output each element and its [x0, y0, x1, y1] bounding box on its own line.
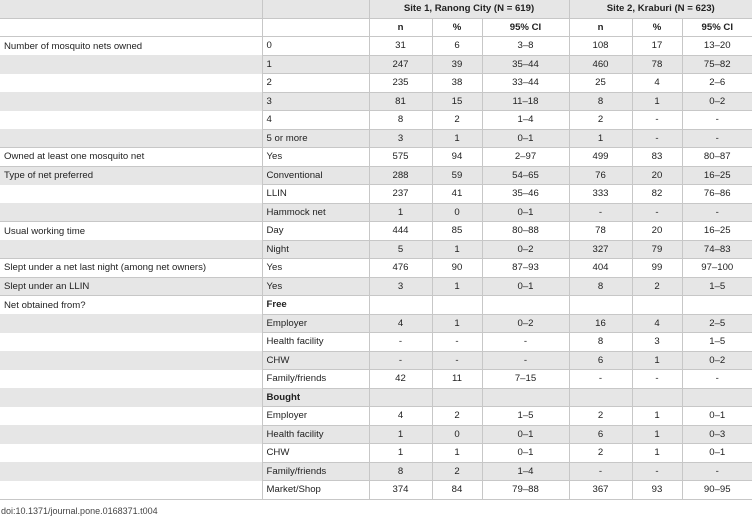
table-cell: 2–97 [482, 148, 569, 167]
table-cell: 74–83 [682, 240, 752, 259]
table-row [0, 259, 752, 278]
table-cell: - [569, 462, 632, 481]
table-cell: 0–3 [682, 425, 752, 444]
col-header-n: n [569, 18, 632, 37]
table-cell: - [682, 111, 752, 130]
table-cell: 0–1 [482, 425, 569, 444]
table-row [0, 407, 752, 426]
table-row [0, 277, 752, 296]
table-cell: 0–1 [482, 129, 569, 148]
table-cell: 15 [432, 92, 482, 111]
table-cell: 6 [569, 425, 632, 444]
table-cell: 35–46 [482, 185, 569, 204]
table-cell: 76–86 [682, 185, 752, 204]
row-category: Day [262, 222, 369, 241]
table-cell: 288 [369, 166, 432, 185]
table-row [0, 314, 752, 333]
table-cell: 1 [432, 129, 482, 148]
table-cell: 1–4 [482, 462, 569, 481]
table-cell: 13–20 [682, 37, 752, 56]
table-cell: - [569, 203, 632, 222]
table-row [0, 444, 752, 463]
row-category: 1 [262, 55, 369, 74]
row-category: Family/friends [262, 462, 369, 481]
row-label [0, 388, 262, 407]
table-cell: - [682, 203, 752, 222]
table-cell: 16 [569, 314, 632, 333]
table-cell: - [369, 333, 432, 352]
table-cell: 99 [632, 259, 682, 278]
table-cell: - [569, 370, 632, 389]
row-category: Free [262, 296, 369, 315]
table-cell: 82 [632, 185, 682, 204]
row-label [0, 240, 262, 259]
row-category: Night [262, 240, 369, 259]
table-row [0, 333, 752, 352]
table-cell: 476 [369, 259, 432, 278]
row-category: 0 [262, 37, 369, 56]
row-label [0, 92, 262, 111]
table-cell: 76 [569, 166, 632, 185]
table-cell: 3 [632, 333, 682, 352]
row-category: Employer [262, 314, 369, 333]
table-cell: 0–1 [482, 444, 569, 463]
table-cell: - [632, 370, 682, 389]
row-category: Family/friends [262, 370, 369, 389]
table-cell: 2 [632, 277, 682, 296]
table-cell: 367 [569, 481, 632, 500]
table-cell [682, 388, 752, 407]
row-label [0, 185, 262, 204]
table-cell: 4 [369, 314, 432, 333]
table-cell: 108 [569, 37, 632, 56]
table-cell: 247 [369, 55, 432, 74]
table-cell: 327 [569, 240, 632, 259]
table-cell: 460 [569, 55, 632, 74]
table-cell: 39 [432, 55, 482, 74]
table-cell: - [682, 462, 752, 481]
table-cell [432, 388, 482, 407]
row-label [0, 351, 262, 370]
table-row [0, 148, 752, 167]
row-label [0, 370, 262, 389]
header-empty [0, 18, 262, 37]
table-cell: 83 [632, 148, 682, 167]
table-cell: 54–65 [482, 166, 569, 185]
table-cell [569, 388, 632, 407]
table-cell: 80–87 [682, 148, 752, 167]
table-cell: 1 [632, 407, 682, 426]
row-label [0, 203, 262, 222]
table-cell: 2 [432, 111, 482, 130]
table-cell: 8 [369, 462, 432, 481]
row-label [0, 111, 262, 130]
table-cell: - [632, 129, 682, 148]
table-cell: 2–6 [682, 74, 752, 93]
row-label: Slept under a net last night (among net owners) [0, 259, 262, 278]
table-cell: - [432, 333, 482, 352]
row-category: Bought [262, 388, 369, 407]
table-cell: - [482, 333, 569, 352]
row-label [0, 444, 262, 463]
table-cell: - [632, 462, 682, 481]
row-category: Health facility [262, 333, 369, 352]
col-header-pct: % [632, 18, 682, 37]
table-cell: 1 [632, 444, 682, 463]
row-category: Health facility [262, 425, 369, 444]
header-empty [262, 18, 369, 37]
table-cell: 3 [369, 129, 432, 148]
row-category: LLIN [262, 185, 369, 204]
table-cell: 87–93 [482, 259, 569, 278]
row-label: Usual working time [4, 225, 86, 237]
row-category: Yes [262, 259, 369, 278]
table-cell: 7–15 [482, 370, 569, 389]
table-cell [682, 296, 752, 315]
table-cell: 237 [369, 185, 432, 204]
table-cell: 0–1 [482, 277, 569, 296]
header-empty [262, 0, 369, 18]
table-cell: 0 [432, 203, 482, 222]
table-cell: 1 [369, 444, 432, 463]
table-cell: 78 [569, 222, 632, 241]
table-cell: 1–5 [682, 277, 752, 296]
table-cell: 1 [432, 314, 482, 333]
table-cell: 8 [569, 333, 632, 352]
table-row [0, 388, 752, 407]
table-row [0, 111, 752, 130]
table-cell: 5 [369, 240, 432, 259]
row-label [0, 425, 262, 444]
table-cell: 1 [432, 240, 482, 259]
table-cell: 8 [369, 111, 432, 130]
table-cell [369, 296, 432, 315]
table-cell: 0–2 [482, 314, 569, 333]
row-label [0, 333, 262, 352]
table-cell: 20 [632, 222, 682, 241]
site-header-row [0, 0, 752, 18]
table-cell: 4 [632, 314, 682, 333]
table-cell: 333 [569, 185, 632, 204]
table-cell: - [682, 370, 752, 389]
row-label: Owned at least one mosquito net [0, 148, 262, 167]
table-cell: 35–44 [482, 55, 569, 74]
table-cell: 2 [569, 407, 632, 426]
table-cell: 79 [632, 240, 682, 259]
table-cell: 444 [369, 222, 432, 241]
table-cell: 97–100 [682, 259, 752, 278]
table-cell: 1 [569, 129, 632, 148]
row-label [0, 129, 262, 148]
table-row [0, 55, 752, 74]
table-cell [482, 388, 569, 407]
table-cell [482, 296, 569, 315]
table-row [0, 222, 752, 241]
table-cell: 2–5 [682, 314, 752, 333]
row-category: Yes [262, 148, 369, 167]
table-row [0, 92, 752, 111]
table-cell: 4 [632, 74, 682, 93]
table-cell: 235 [369, 74, 432, 93]
table-cell: 2 [432, 462, 482, 481]
row-label: Number of mosquito nets owned [4, 40, 143, 52]
site2-header: Site 2, Kraburi (N = 623) [569, 0, 752, 18]
table-row [0, 370, 752, 389]
table-cell: 1 [632, 425, 682, 444]
table-cell: 2 [569, 111, 632, 130]
col-header-n: n [369, 18, 432, 37]
table-cell [632, 388, 682, 407]
col-header-pct: % [432, 18, 482, 37]
row-label [0, 314, 262, 333]
table-cell: 374 [369, 481, 432, 500]
table-cell: 0–2 [482, 240, 569, 259]
table-cell: 59 [432, 166, 482, 185]
table-cell: 94 [432, 148, 482, 167]
table-cell [569, 296, 632, 315]
row-category: 4 [262, 111, 369, 130]
table-cell: 0 [432, 425, 482, 444]
table-cell: 0–1 [682, 407, 752, 426]
table-cell: 41 [432, 185, 482, 204]
table-cell: 2 [569, 444, 632, 463]
row-label [0, 481, 262, 500]
row-category: CHW [262, 351, 369, 370]
table-cell: 79–88 [482, 481, 569, 500]
table-cell: 84 [432, 481, 482, 500]
table-row [0, 37, 752, 56]
row-category: 5 or more [262, 129, 369, 148]
table-cell: 1 [369, 425, 432, 444]
col-header-ci: 95% CI [682, 18, 752, 37]
table-row [0, 203, 752, 222]
table-cell: - [369, 351, 432, 370]
table-row [0, 351, 752, 370]
table-cell: 38 [432, 74, 482, 93]
table-cell [432, 296, 482, 315]
doi-caption: doi:10.1371/journal.pone.0168371.t004 [1, 505, 158, 516]
table-row [0, 166, 752, 185]
table-row [0, 481, 752, 500]
table-cell: 42 [369, 370, 432, 389]
table-cell: 17 [632, 37, 682, 56]
column-header-row [0, 18, 752, 37]
table-cell: 1 [432, 444, 482, 463]
table-cell: 8 [569, 277, 632, 296]
table-cell: 80–88 [482, 222, 569, 241]
col-header-ci: 95% CI [482, 18, 569, 37]
row-category: Hammock net [262, 203, 369, 222]
table-cell: - [682, 129, 752, 148]
table-cell: 1 [632, 351, 682, 370]
table-cell: 0–1 [482, 203, 569, 222]
table-cell: 31 [369, 37, 432, 56]
table-cell: 1–5 [482, 407, 569, 426]
table-cell: 1 [432, 277, 482, 296]
table-cell: - [632, 203, 682, 222]
table-cell: 1 [632, 92, 682, 111]
table-cell: 0–2 [682, 351, 752, 370]
table-cell: 4 [369, 407, 432, 426]
table-cell: 85 [432, 222, 482, 241]
table-cell: 90–95 [682, 481, 752, 500]
table-row [0, 240, 752, 259]
table-cell: - [482, 351, 569, 370]
site1-header: Site 1, Ranong City (N = 619) [369, 0, 569, 18]
row-label [0, 407, 262, 426]
table-cell [632, 296, 682, 315]
table-row [0, 129, 752, 148]
table-cell: 2 [432, 407, 482, 426]
table-cell: 499 [569, 148, 632, 167]
table-cell: 0–1 [682, 444, 752, 463]
table-cell: 1–4 [482, 111, 569, 130]
table-cell: 575 [369, 148, 432, 167]
row-category: 3 [262, 92, 369, 111]
table-row [0, 425, 752, 444]
table-row [0, 74, 752, 93]
table-cell: 0–2 [682, 92, 752, 111]
table-cell: 11–18 [482, 92, 569, 111]
row-label: Slept under an LLIN [0, 277, 262, 296]
row-label [0, 74, 262, 93]
table-cell [369, 388, 432, 407]
table-cell: 16–25 [682, 222, 752, 241]
header-empty [0, 0, 262, 18]
table-cell: - [632, 111, 682, 130]
row-category: Market/Shop [262, 481, 369, 500]
table-cell: 1–5 [682, 333, 752, 352]
table-cell: 404 [569, 259, 632, 278]
table-cell: 6 [432, 37, 482, 56]
table-cell: 78 [632, 55, 682, 74]
row-category: Yes [262, 277, 369, 296]
table-cell: - [432, 351, 482, 370]
row-category: CHW [262, 444, 369, 463]
table-cell: 1 [369, 203, 432, 222]
table-cell: 90 [432, 259, 482, 278]
table-cell: 20 [632, 166, 682, 185]
table-cell: 8 [569, 92, 632, 111]
row-label: Net obtained from? [4, 299, 86, 311]
table-row [0, 296, 752, 315]
table-cell: 3 [369, 277, 432, 296]
table-cell: 3–8 [482, 37, 569, 56]
row-label [0, 55, 262, 74]
table-cell: 81 [369, 92, 432, 111]
row-label: Type of net preferred [0, 166, 262, 185]
table-row [0, 462, 752, 481]
row-category: Employer [262, 407, 369, 426]
table-cell: 33–44 [482, 74, 569, 93]
table-cell: 6 [569, 351, 632, 370]
table-cell: 93 [632, 481, 682, 500]
row-category: 2 [262, 74, 369, 93]
table-cell: 75–82 [682, 55, 752, 74]
table-row [0, 185, 752, 204]
row-category: Conventional [262, 166, 369, 185]
row-label [0, 462, 262, 481]
table-cell: 25 [569, 74, 632, 93]
table-cell: 11 [432, 370, 482, 389]
table-cell: 16–25 [682, 166, 752, 185]
